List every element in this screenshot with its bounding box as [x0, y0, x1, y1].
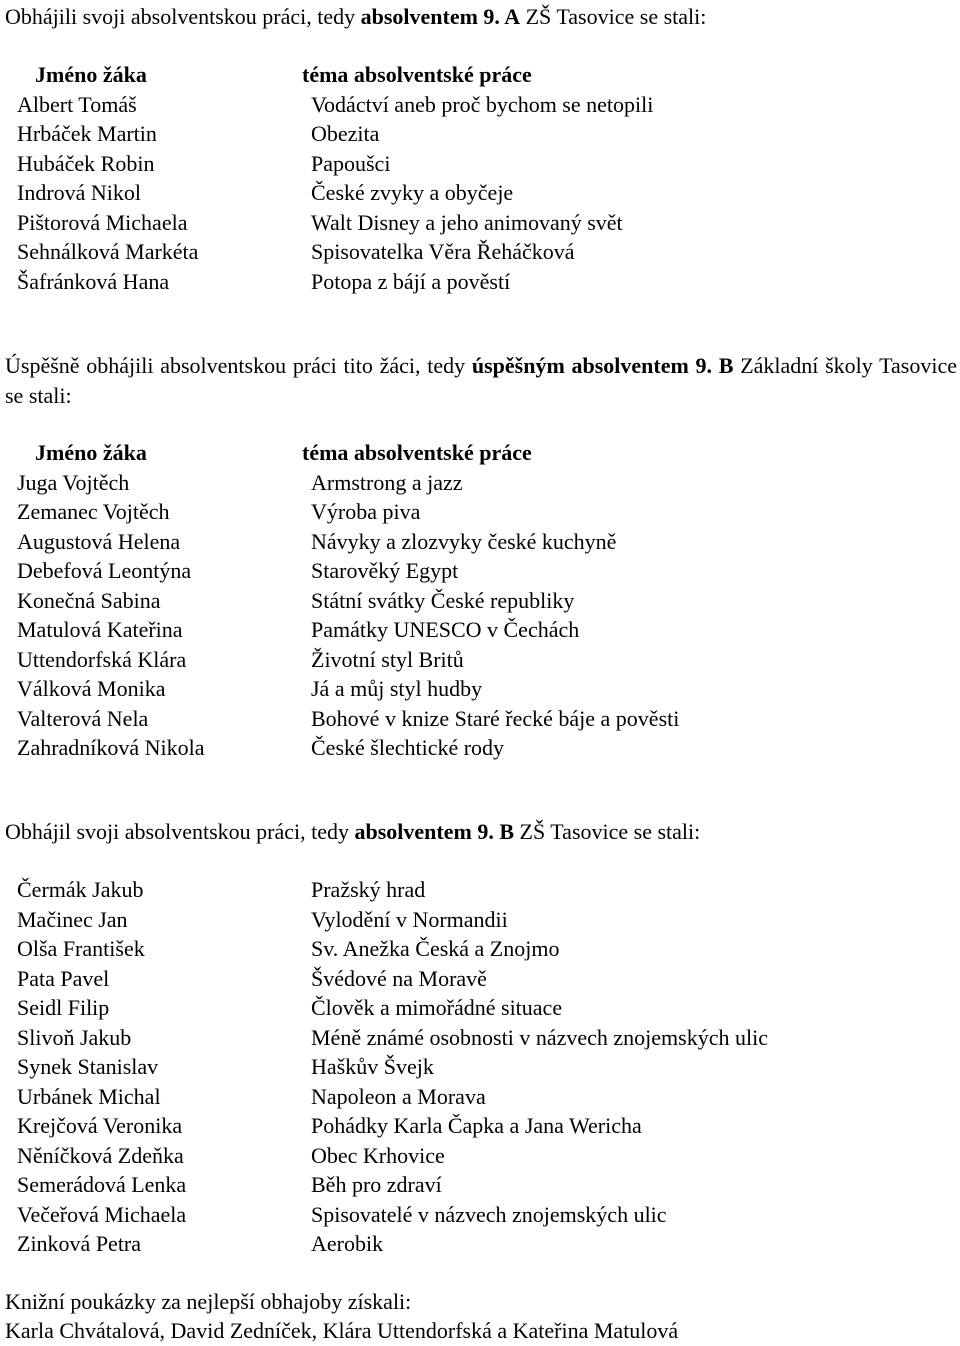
thesis-topic: Obezita — [311, 121, 380, 146]
table-row — [0, 1052, 960, 1082]
table-row — [0, 586, 960, 616]
thesis-topic: Napoleon a Morava — [311, 1083, 486, 1109]
thesis-topic: Pohádky Karla Čapka a Jana Wericha — [311, 1113, 642, 1138]
student-name: Zinková Petra — [17, 1231, 142, 1256]
table-row — [0, 875, 960, 905]
table-row — [0, 119, 960, 149]
awards-names: Karla Chvátalová, David Zedníček, Klára Uttendorfská a Kateřina Matulová — [5, 1318, 679, 1343]
column-header-name: Jméno žáka — [35, 440, 147, 465]
student-name: Pištorová Michaela — [17, 209, 188, 235]
table-row — [0, 178, 960, 208]
section1-rows — [0, 90, 960, 297]
thesis-topic: Starověký Egypt — [311, 558, 459, 583]
section2-intro — [5, 351, 957, 410]
section2-table — [0, 438, 960, 763]
thesis-topic: Já a můj styl hudby — [311, 676, 483, 701]
column-header-topic: téma absolventské práce — [302, 440, 532, 465]
student-name: Olša František — [17, 936, 145, 961]
student-name: Pata Pavel — [17, 965, 110, 991]
table-row — [0, 1170, 960, 1200]
student-name: Hrbáček Martin — [17, 121, 157, 146]
section2-rows — [0, 468, 960, 763]
intro-text: Úspěšně obhájili absolventskou práci tito žáci, tedy — [5, 353, 472, 378]
table-row — [0, 615, 960, 645]
section3-intro — [5, 817, 957, 847]
section3-rows — [0, 875, 960, 1259]
intro-bold-text: úspěšným absolventem 9. B — [471, 353, 734, 378]
student-name: Albert Tomáš — [17, 91, 137, 117]
thesis-topic: Vylodění v Normandii — [311, 906, 508, 932]
student-name: Krejčová Veronika — [17, 1113, 183, 1138]
student-name: Večeřová Michaela — [17, 1201, 187, 1227]
intro-bold-text: absolventem 9. B — [354, 819, 514, 844]
column-header-topic: téma absolventské práce — [302, 62, 532, 87]
thesis-topic: Památky UNESCO v Čechách — [311, 617, 580, 642]
table-row — [0, 208, 960, 238]
section1-intro — [5, 2, 957, 32]
thesis-topic: Švédové na Moravě — [311, 965, 487, 991]
student-name: Juga Vojtěch — [17, 469, 130, 495]
student-name: Seidl Filip — [17, 995, 110, 1020]
table-row — [0, 556, 960, 586]
table-header — [0, 60, 960, 90]
thesis-topic: Haškův Švejk — [311, 1054, 434, 1079]
thesis-topic: Sv. Anežka Česká a Znojmo — [311, 936, 560, 961]
student-name: Mačinec Jan — [17, 906, 128, 932]
intro-text: ZŠ Tasovice se stali: — [520, 4, 707, 29]
thesis-topic: Armstrong a jazz — [311, 469, 463, 495]
student-name: Urbánek Michal — [17, 1083, 161, 1109]
table-row — [0, 704, 960, 734]
thesis-topic: Papoušci — [311, 150, 391, 176]
thesis-topic: Obec Krhovice — [311, 1142, 445, 1168]
student-name: Valterová Nela — [17, 705, 149, 731]
thesis-topic: Pražský hrad — [311, 877, 426, 902]
table-row — [0, 90, 960, 120]
table-row — [0, 497, 960, 527]
student-name: Šafránková Hana — [17, 268, 170, 294]
table-row — [0, 468, 960, 498]
table-row — [0, 993, 960, 1023]
student-name: Zemanec Vojtěch — [17, 499, 170, 524]
table-row — [0, 934, 960, 964]
thesis-topic: České šlechtické rody — [311, 735, 505, 760]
thesis-topic: Potopa z bájí a pověstí — [311, 268, 511, 294]
student-name: Matulová Kateřina — [17, 617, 183, 642]
student-name: Sehnálková Markéta — [17, 239, 199, 264]
table-row — [0, 674, 960, 704]
section1-table — [0, 60, 960, 296]
thesis-topic: Státní svátky České republiky — [311, 587, 575, 613]
table-row — [0, 733, 960, 763]
thesis-topic: Walt Disney a jeho animovaný svět — [311, 209, 623, 235]
table-row — [0, 905, 960, 935]
thesis-topic: Méně známé osobnosti v názvech znojemských ulic — [311, 1024, 768, 1050]
intro-bold-text: absolventem 9. A — [360, 4, 521, 29]
thesis-topic: Životní styl Britů — [311, 646, 464, 672]
table-row — [0, 237, 960, 267]
student-name: Debefová Leontýna — [17, 558, 192, 583]
table-row — [0, 1111, 960, 1141]
thesis-topic: Spisovatelka Věra Řeháčková — [311, 239, 575, 264]
student-name: Augustová Helena — [17, 528, 181, 554]
intro-text: Obhájili svoji absolventskou práci, tedy — [5, 4, 361, 29]
student-name: Konečná Sabina — [17, 587, 161, 613]
student-name: Synek Stanislav — [17, 1054, 159, 1079]
intro-text: ZŠ Tasovice se stali: — [514, 819, 701, 844]
thesis-topic: České zvyky a obyčeje — [311, 180, 514, 205]
table-row — [0, 1200, 960, 1230]
student-name: Něníčková Zdeňka — [17, 1142, 184, 1168]
student-name: Slivoň Jakub — [17, 1024, 132, 1050]
thesis-topic: Návyky a zlozvyky české kuchyně — [311, 528, 617, 554]
table-row — [0, 964, 960, 994]
intro-text: Obhájil svoji absolventskou práci, tedy — [5, 819, 355, 844]
intro-text: Základní školy Tasovice se stali: — [5, 353, 958, 408]
student-name: Hubáček Robin — [17, 150, 155, 176]
thesis-topic: Spisovatelé v názvech znojemských ulic — [311, 1201, 667, 1227]
section3-table — [0, 875, 960, 1259]
thesis-topic: Vodáctví aneb proč bychom se netopili — [311, 91, 654, 117]
student-name: Semerádová Lenka — [17, 1172, 187, 1197]
table-row — [0, 645, 960, 675]
table-row — [0, 1141, 960, 1171]
thesis-topic: Výroba piva — [311, 499, 421, 524]
thesis-topic: Běh pro zdraví — [311, 1172, 442, 1197]
column-header-name: Jméno žáka — [35, 62, 147, 87]
student-name: Zahradníková Nikola — [17, 735, 205, 760]
student-name: Uttendorfská Klára — [17, 646, 187, 672]
table-row — [0, 527, 960, 557]
table-row — [0, 1229, 960, 1259]
thesis-topic: Aerobik — [311, 1231, 384, 1256]
table-row — [0, 1082, 960, 1112]
table-row — [0, 267, 960, 297]
table-row — [0, 149, 960, 179]
thesis-topic: Člověk a mimořádné situace — [311, 995, 563, 1020]
student-name: Čermák Jakub — [17, 877, 144, 902]
table-header — [0, 438, 960, 468]
table-row — [0, 1023, 960, 1053]
student-name: Indrová Nikol — [17, 180, 142, 205]
student-name: Válková Monika — [17, 676, 166, 701]
awards-heading: Knižní poukázky za nejlepší obhajoby získali: — [5, 1289, 412, 1314]
thesis-topic: Bohové v knize Staré řecké báje a pověsti — [311, 705, 680, 731]
